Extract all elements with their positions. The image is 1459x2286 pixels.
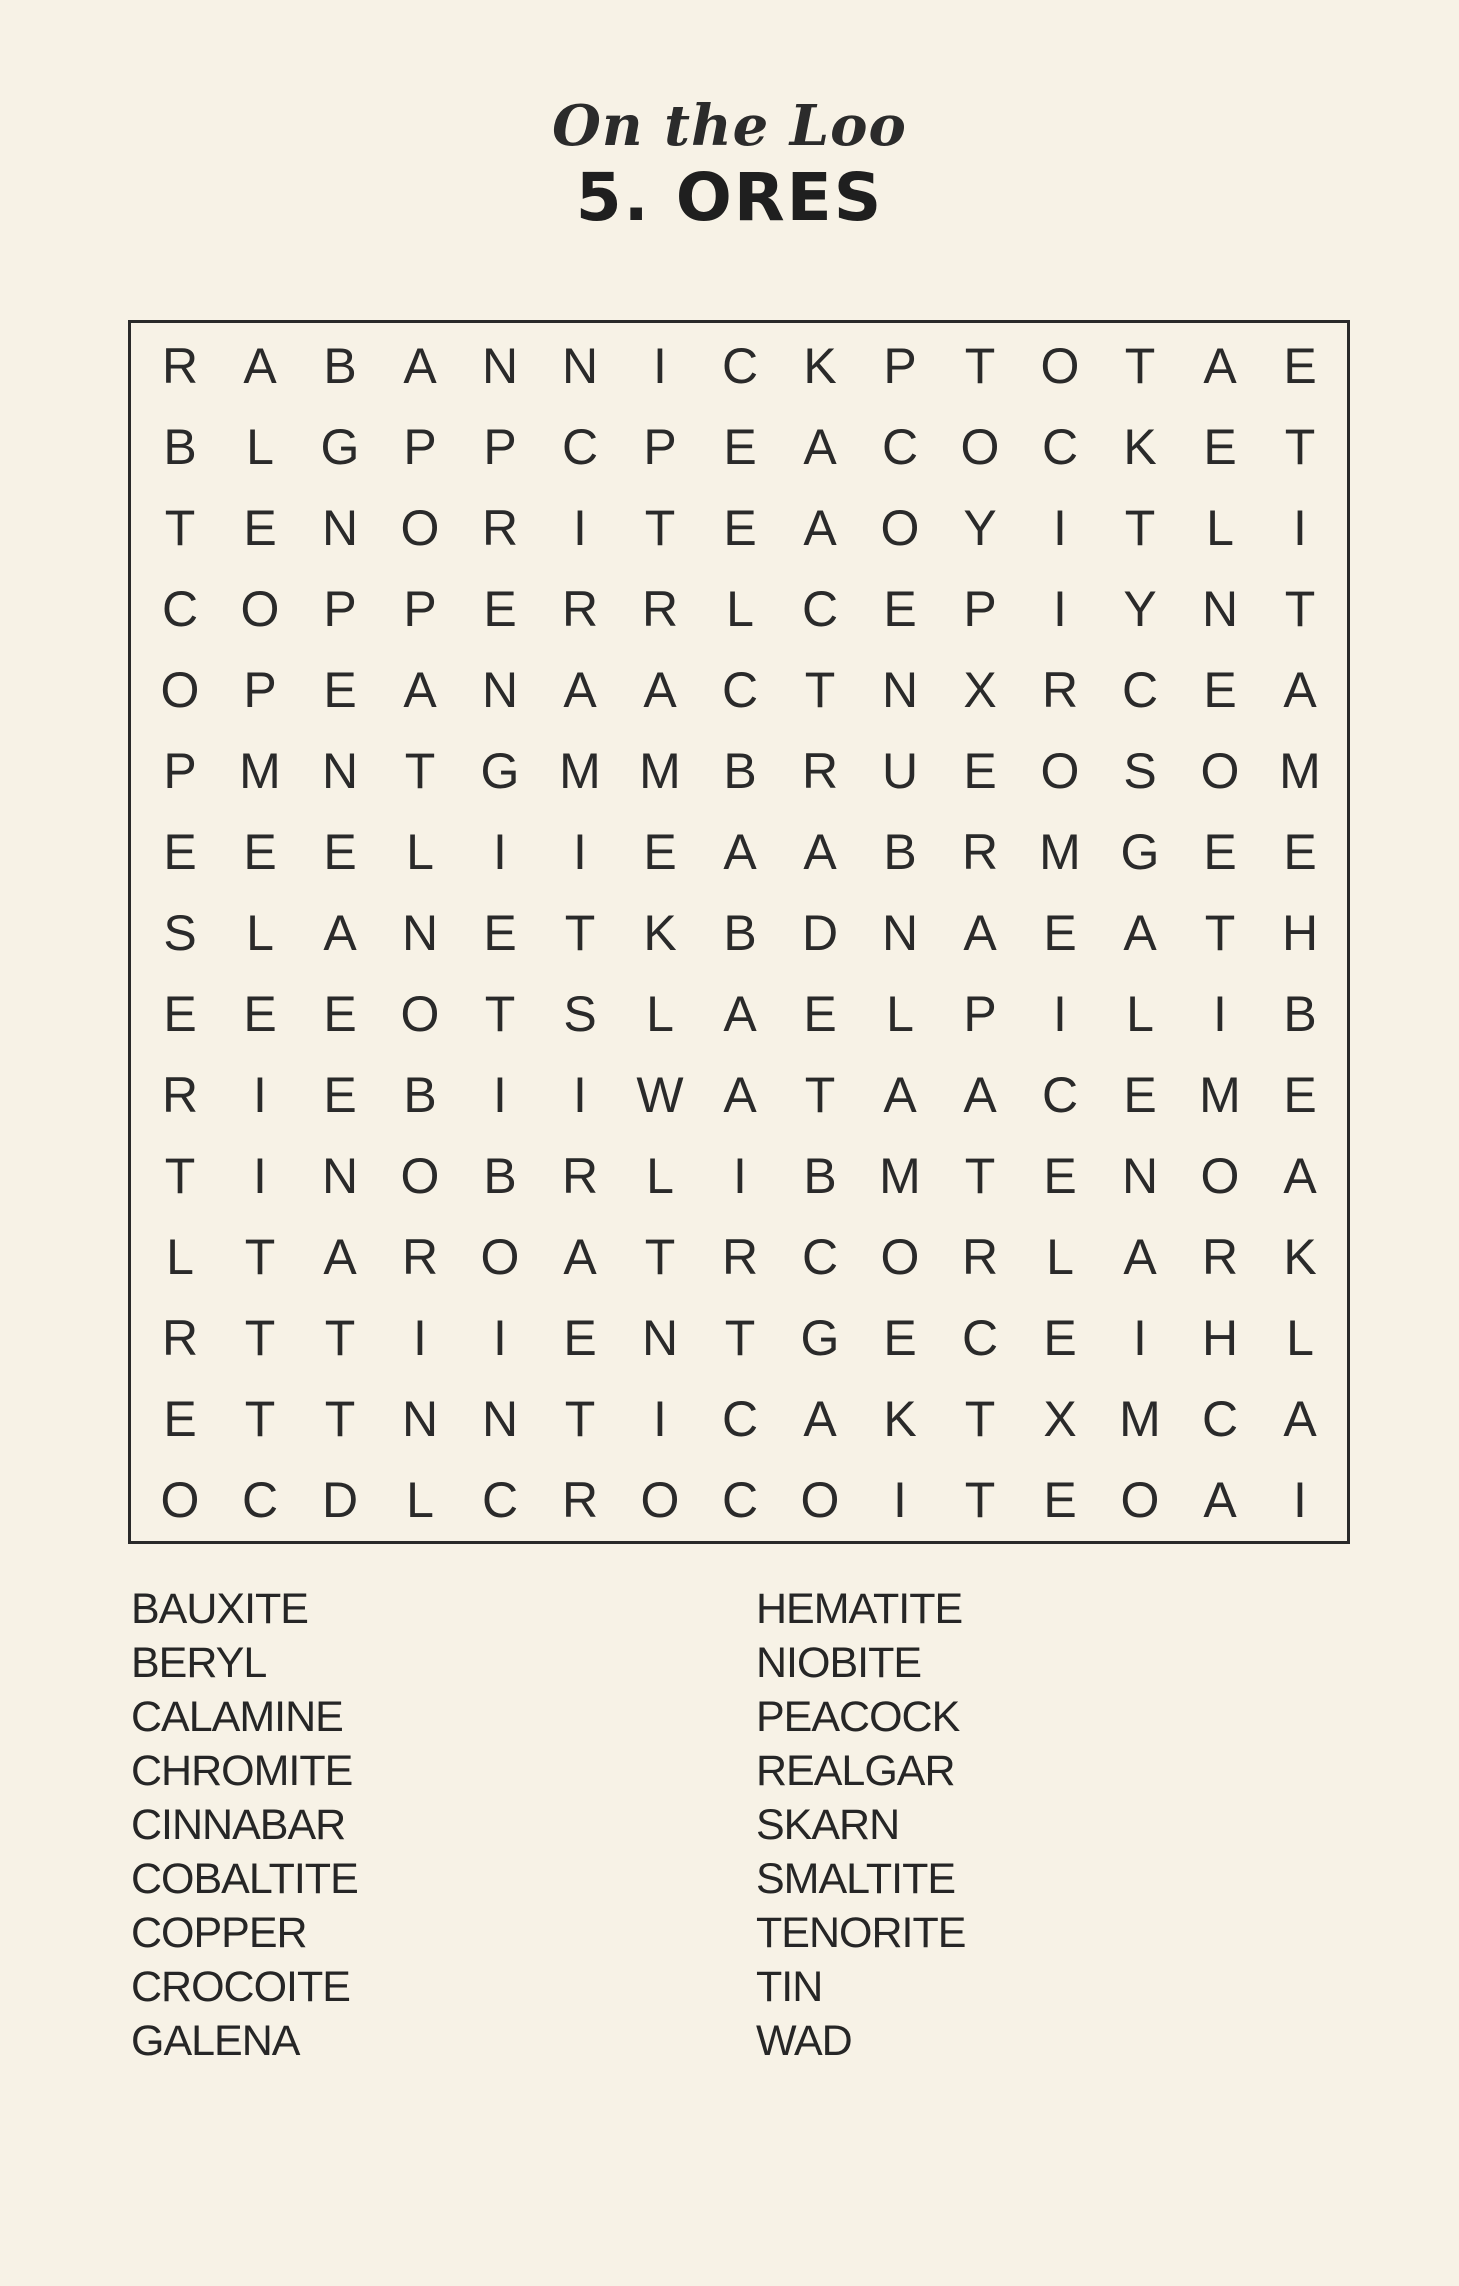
grid-letter[interactable]: S xyxy=(1123,742,1157,799)
grid-letter[interactable]: K xyxy=(643,904,677,961)
grid-letter[interactable]: R xyxy=(161,337,199,394)
grid-letter[interactable]: E xyxy=(1283,337,1317,394)
word-list-item: REALGAR xyxy=(756,1747,955,1795)
grid-letter[interactable]: E xyxy=(1043,1471,1077,1528)
grid-letter[interactable]: N xyxy=(481,337,519,394)
grid-letter[interactable]: T xyxy=(1124,499,1156,556)
grid-letter[interactable]: L xyxy=(726,580,754,637)
grid-letter[interactable]: L xyxy=(406,823,434,880)
grid-letter[interactable]: E xyxy=(243,985,277,1042)
grid-letter[interactable]: O xyxy=(160,661,200,718)
grid-letter[interactable]: O xyxy=(1120,1471,1160,1528)
grid-letter[interactable]: T xyxy=(964,1471,996,1528)
grid-letter[interactable]: A xyxy=(963,1066,997,1123)
grid-letter[interactable]: A xyxy=(1203,1471,1237,1528)
grid-letter[interactable]: R xyxy=(961,823,999,880)
word-list-item: SKARN xyxy=(756,1801,900,1849)
grid-letter[interactable]: O xyxy=(1040,742,1080,799)
puzzle-title: 5. ORES xyxy=(575,159,884,236)
grid-letter[interactable]: O xyxy=(240,580,280,637)
grid-letter[interactable]: K xyxy=(883,1390,917,1447)
grid-letter[interactable]: I xyxy=(653,337,667,394)
grid-letter[interactable]: R xyxy=(561,580,599,637)
grid-letter[interactable]: S xyxy=(163,904,197,961)
grid-letter[interactable]: N xyxy=(401,1390,439,1447)
word-list-item: BERYL xyxy=(131,1639,267,1687)
grid-letter[interactable]: N xyxy=(481,1390,519,1447)
grid-letter[interactable]: I xyxy=(253,1147,267,1204)
grid-letter[interactable]: T xyxy=(644,499,676,556)
grid-letter[interactable]: I xyxy=(1133,1309,1147,1366)
grid-letter[interactable]: E xyxy=(163,985,197,1042)
grid-letter[interactable]: E xyxy=(1203,418,1237,475)
grid-letter[interactable]: R xyxy=(161,1309,199,1366)
grid-letter[interactable]: T xyxy=(244,1309,276,1366)
grid-letter[interactable]: B xyxy=(723,904,757,961)
grid-letter[interactable]: T xyxy=(1284,418,1316,475)
grid-letter[interactable]: A xyxy=(723,1066,757,1123)
grid-letter[interactable]: A xyxy=(883,1066,917,1123)
grid-letter[interactable]: T xyxy=(324,1309,356,1366)
grid-letter[interactable]: I xyxy=(1053,580,1067,637)
grid-letter[interactable]: N xyxy=(321,742,359,799)
grid-letter[interactable]: O xyxy=(960,418,1000,475)
grid-letter[interactable]: E xyxy=(643,823,677,880)
grid-letter[interactable]: T xyxy=(164,1147,196,1204)
grid-letter[interactable]: B xyxy=(1283,985,1317,1042)
grid-letter[interactable]: P xyxy=(323,580,357,637)
grid-letter[interactable]: C xyxy=(721,1471,759,1528)
grid-letter[interactable]: C xyxy=(241,1471,279,1528)
grid-letter[interactable]: C xyxy=(721,661,759,718)
grid-letter[interactable]: O xyxy=(400,1147,440,1204)
grid-letter[interactable]: T xyxy=(964,1147,996,1204)
word-list-item: GALENA xyxy=(131,2017,300,2065)
grid-letter[interactable]: B xyxy=(403,1066,437,1123)
grid-letter[interactable]: T xyxy=(404,742,436,799)
grid-letter[interactable]: I xyxy=(493,823,507,880)
word-list-item: HEMATITE xyxy=(756,1585,963,1633)
grid-letter[interactable]: A xyxy=(243,337,277,394)
grid-letter[interactable]: T xyxy=(244,1390,276,1447)
grid-letter[interactable]: A xyxy=(643,661,677,718)
grid-letter[interactable]: C xyxy=(1041,418,1079,475)
grid-letter[interactable]: I xyxy=(1053,985,1067,1042)
grid-letter[interactable]: E xyxy=(1203,823,1237,880)
grid-letter[interactable]: P xyxy=(163,742,197,799)
word-list-item: PEACOCK xyxy=(756,1693,960,1741)
grid-letter[interactable]: A xyxy=(563,661,597,718)
grid-letter[interactable]: O xyxy=(1200,1147,1240,1204)
grid-letter[interactable]: U xyxy=(881,742,919,799)
grid-letter[interactable]: C xyxy=(1121,661,1159,718)
grid-letter[interactable]: L xyxy=(406,1471,434,1528)
grid-letter[interactable]: O xyxy=(400,499,440,556)
grid-letter[interactable]: E xyxy=(723,418,757,475)
grid-letter[interactable]: T xyxy=(564,904,596,961)
grid-letter[interactable]: R xyxy=(561,1471,599,1528)
grid-letter[interactable]: M xyxy=(639,742,681,799)
grid-letter[interactable]: N xyxy=(321,499,359,556)
grid-letter[interactable]: O xyxy=(640,1471,680,1528)
grid-letter[interactable]: E xyxy=(963,742,997,799)
grid-letter[interactable]: L xyxy=(646,985,674,1042)
grid-letter[interactable]: X xyxy=(963,661,997,718)
grid-letter[interactable]: X xyxy=(1043,1390,1077,1447)
grid-letter[interactable]: A xyxy=(803,418,837,475)
grid-letter[interactable]: N xyxy=(1201,580,1239,637)
grid-letter[interactable]: R xyxy=(961,1228,999,1285)
grid-letter[interactable]: C xyxy=(881,418,919,475)
grid-letter[interactable]: O xyxy=(880,499,920,556)
grid-letter[interactable]: L xyxy=(886,985,914,1042)
grid-letter[interactable]: E xyxy=(483,580,517,637)
grid-letter[interactable]: A xyxy=(803,499,837,556)
grid-letter[interactable]: E xyxy=(1283,1066,1317,1123)
grid-letter[interactable]: E xyxy=(803,985,837,1042)
grid-letter[interactable]: I xyxy=(1053,499,1067,556)
word-list-item: NIOBITE xyxy=(756,1639,922,1687)
grid-letter[interactable]: D xyxy=(801,904,839,961)
grid-letter[interactable]: I xyxy=(573,823,587,880)
grid-letter[interactable]: E xyxy=(563,1309,597,1366)
grid-letter[interactable]: B xyxy=(723,742,757,799)
grid-letter[interactable]: T xyxy=(164,499,196,556)
grid-letter[interactable]: I xyxy=(413,1309,427,1366)
word-list-item: COPPER xyxy=(131,1909,307,1957)
grid-letter[interactable]: E xyxy=(323,1066,357,1123)
grid-letter[interactable]: N xyxy=(881,904,919,961)
grid-letter[interactable]: I xyxy=(573,499,587,556)
grid-letter[interactable]: C xyxy=(801,580,839,637)
grid-letter[interactable]: K xyxy=(1123,418,1157,475)
word-list-left xyxy=(131,1582,358,2068)
grid-letter[interactable]: T xyxy=(964,337,996,394)
grid-letter[interactable]: E xyxy=(243,823,277,880)
grid-letter[interactable]: M xyxy=(1039,823,1081,880)
grid-letter[interactable]: C xyxy=(721,1390,759,1447)
grid-letter[interactable]: C xyxy=(961,1309,999,1366)
grid-letter[interactable]: L xyxy=(1046,1228,1074,1285)
grid-letter[interactable]: N xyxy=(481,661,519,718)
grid-letter[interactable]: A xyxy=(723,823,757,880)
grid-letter[interactable]: I xyxy=(733,1147,747,1204)
grid-letter[interactable]: E xyxy=(1043,904,1077,961)
word-list-item: COBALTITE xyxy=(131,1855,358,1903)
grid-letter[interactable]: A xyxy=(1283,1147,1317,1204)
grid-letter[interactable]: G xyxy=(320,418,360,475)
word-list-item: CHROMITE xyxy=(131,1747,353,1795)
grid-letter[interactable]: A xyxy=(1283,1390,1317,1447)
grid-letter[interactable]: C xyxy=(481,1471,519,1528)
grid-letter[interactable]: E xyxy=(1203,661,1237,718)
grid-letter[interactable]: N xyxy=(881,661,919,718)
letter-grid xyxy=(140,325,1340,1540)
grid-letter[interactable]: C xyxy=(161,580,199,637)
grid-letter[interactable]: R xyxy=(721,1228,759,1285)
grid-letter[interactable]: I xyxy=(1293,1471,1307,1528)
grid-letter[interactable]: N xyxy=(401,904,439,961)
word-list-item: WAD xyxy=(756,2017,852,2065)
grid-letter[interactable]: E xyxy=(883,1309,917,1366)
grid-letter[interactable]: T xyxy=(644,1228,676,1285)
word-list-item: CROCOITE xyxy=(131,1963,350,2011)
grid-letter[interactable]: R xyxy=(161,1066,199,1123)
grid-letter[interactable]: M xyxy=(1199,1066,1241,1123)
grid-letter[interactable]: P xyxy=(483,418,517,475)
grid-letter[interactable]: A xyxy=(403,661,437,718)
grid-letter[interactable]: A xyxy=(803,823,837,880)
grid-letter[interactable]: R xyxy=(481,499,519,556)
grid-letter[interactable]: R xyxy=(641,580,679,637)
word-list-right xyxy=(756,1582,965,2068)
grid-letter[interactable]: A xyxy=(1203,337,1237,394)
grid-letter[interactable]: G xyxy=(480,742,520,799)
grid-letter[interactable]: E xyxy=(323,823,357,880)
grid-letter[interactable]: Y xyxy=(1123,580,1157,637)
grid-letter[interactable]: I xyxy=(1213,985,1227,1042)
grid-letter[interactable]: A xyxy=(963,904,997,961)
grid-letter[interactable]: L xyxy=(1126,985,1154,1042)
grid-letter[interactable]: D xyxy=(321,1471,359,1528)
grid-letter[interactable]: E xyxy=(323,985,357,1042)
grid-letter[interactable]: E xyxy=(723,499,757,556)
grid-letter[interactable]: H xyxy=(1201,1309,1239,1366)
grid-letter[interactable]: O xyxy=(400,985,440,1042)
grid-letter[interactable]: I xyxy=(253,1066,267,1123)
grid-letter[interactable]: E xyxy=(163,823,197,880)
grid-letter[interactable]: C xyxy=(721,337,759,394)
grid-letter[interactable]: H xyxy=(1281,904,1319,961)
grid-letter[interactable]: T xyxy=(724,1309,756,1366)
grid-letter[interactable]: R xyxy=(561,1147,599,1204)
grid-letter[interactable]: M xyxy=(1119,1390,1161,1447)
grid-letter[interactable]: L xyxy=(1286,1309,1314,1366)
grid-letter[interactable]: I xyxy=(573,1066,587,1123)
grid-letter[interactable]: B xyxy=(883,823,917,880)
grid-letter[interactable]: M xyxy=(1279,742,1321,799)
grid-letter[interactable]: K xyxy=(803,337,837,394)
grid-letter[interactable]: E xyxy=(243,499,277,556)
grid-letter[interactable]: T xyxy=(804,1066,836,1123)
grid-letter[interactable]: P xyxy=(243,661,277,718)
grid-letter[interactable]: C xyxy=(561,418,599,475)
grid-letter[interactable]: K xyxy=(1283,1228,1317,1285)
grid-letter[interactable]: A xyxy=(1283,661,1317,718)
grid-letter[interactable]: R xyxy=(401,1228,439,1285)
grid-letter[interactable]: E xyxy=(1043,1309,1077,1366)
grid-letter[interactable]: E xyxy=(163,1390,197,1447)
grid-letter[interactable]: W xyxy=(636,1066,684,1123)
grid-letter[interactable]: O xyxy=(800,1471,840,1528)
grid-letter[interactable]: C xyxy=(801,1228,839,1285)
grid-letter[interactable]: T xyxy=(324,1390,356,1447)
grid-letter[interactable]: L xyxy=(246,904,274,961)
word-list-item: CINNABAR xyxy=(131,1801,346,1849)
grid-letter[interactable]: T xyxy=(484,985,516,1042)
grid-letter[interactable]: M xyxy=(239,742,281,799)
grid-letter[interactable]: L xyxy=(1206,499,1234,556)
grid-letter[interactable]: T xyxy=(964,1390,996,1447)
grid-letter[interactable]: I xyxy=(893,1471,907,1528)
grid-letter[interactable]: C xyxy=(1201,1390,1239,1447)
grid-letter[interactable]: A xyxy=(563,1228,597,1285)
grid-letter[interactable]: I xyxy=(1293,499,1307,556)
book-subtitle: On the Loo xyxy=(552,93,907,159)
grid-letter[interactable]: C xyxy=(1041,1066,1079,1123)
grid-letter[interactable]: R xyxy=(1041,661,1079,718)
grid-letter[interactable]: E xyxy=(1283,823,1317,880)
grid-letter[interactable]: E xyxy=(483,904,517,961)
grid-letter[interactable]: A xyxy=(323,904,357,961)
grid-letter[interactable]: O xyxy=(1040,337,1080,394)
grid-letter[interactable]: S xyxy=(563,985,597,1042)
grid-letter[interactable]: R xyxy=(801,742,839,799)
grid-letter[interactable]: T xyxy=(1284,580,1316,637)
grid-letter[interactable]: P xyxy=(963,580,997,637)
word-list-item: BAUXITE xyxy=(131,1585,308,1633)
grid-letter[interactable]: N xyxy=(321,1147,359,1204)
grid-letter[interactable]: Y xyxy=(963,499,997,556)
grid-letter[interactable]: T xyxy=(804,661,836,718)
grid-letter[interactable]: P xyxy=(883,337,917,394)
grid-letter[interactable]: P xyxy=(403,418,437,475)
grid-letter[interactable]: T xyxy=(564,1390,596,1447)
grid-letter[interactable]: L xyxy=(166,1228,194,1285)
grid-letter[interactable]: O xyxy=(480,1228,520,1285)
grid-letter[interactable]: E xyxy=(883,580,917,637)
grid-letter[interactable]: B xyxy=(483,1147,517,1204)
grid-letter[interactable]: G xyxy=(1120,823,1160,880)
grid-letter[interactable]: B xyxy=(323,337,357,394)
grid-letter[interactable]: M xyxy=(559,742,601,799)
grid-letter[interactable]: R xyxy=(1201,1228,1239,1285)
grid-letter[interactable]: I xyxy=(493,1309,507,1366)
grid-letter[interactable]: B xyxy=(163,418,197,475)
grid-letter[interactable]: O xyxy=(880,1228,920,1285)
grid-letter[interactable]: E xyxy=(323,661,357,718)
grid-letter[interactable]: A xyxy=(723,985,757,1042)
grid-letter[interactable]: T xyxy=(1124,337,1156,394)
grid-letter[interactable]: P xyxy=(963,985,997,1042)
grid-letter[interactable]: N xyxy=(641,1309,679,1366)
grid-letter[interactable]: A xyxy=(403,337,437,394)
grid-letter[interactable]: A xyxy=(803,1390,837,1447)
grid-letter[interactable]: I xyxy=(493,1066,507,1123)
grid-letter[interactable]: M xyxy=(879,1147,921,1204)
grid-letter[interactable]: N xyxy=(561,337,599,394)
grid-letter[interactable]: E xyxy=(1043,1147,1077,1204)
grid-letter[interactable]: A xyxy=(1123,1228,1157,1285)
word-list-item: CALAMINE xyxy=(131,1693,343,1741)
grid-letter[interactable]: T xyxy=(244,1228,276,1285)
grid-letter[interactable]: G xyxy=(800,1309,840,1366)
grid-letter[interactable]: P xyxy=(643,418,677,475)
grid-letter[interactable]: A xyxy=(1123,904,1157,961)
word-list-item: TIN xyxy=(756,1963,823,2011)
grid-letter[interactable]: O xyxy=(160,1471,200,1528)
word-list-item: SMALTITE xyxy=(756,1855,956,1903)
grid-letter[interactable]: P xyxy=(403,580,437,637)
grid-letter[interactable]: N xyxy=(1121,1147,1159,1204)
grid-letter[interactable]: O xyxy=(1200,742,1240,799)
grid-letter[interactable]: B xyxy=(803,1147,837,1204)
grid-letter[interactable]: T xyxy=(1204,904,1236,961)
grid-letter[interactable]: E xyxy=(1123,1066,1157,1123)
grid-letter[interactable]: A xyxy=(323,1228,357,1285)
grid-letter[interactable]: L xyxy=(246,418,274,475)
grid-letter[interactable]: I xyxy=(653,1390,667,1447)
grid-letter[interactable]: L xyxy=(646,1147,674,1204)
word-list-item: TENORITE xyxy=(756,1909,966,1957)
